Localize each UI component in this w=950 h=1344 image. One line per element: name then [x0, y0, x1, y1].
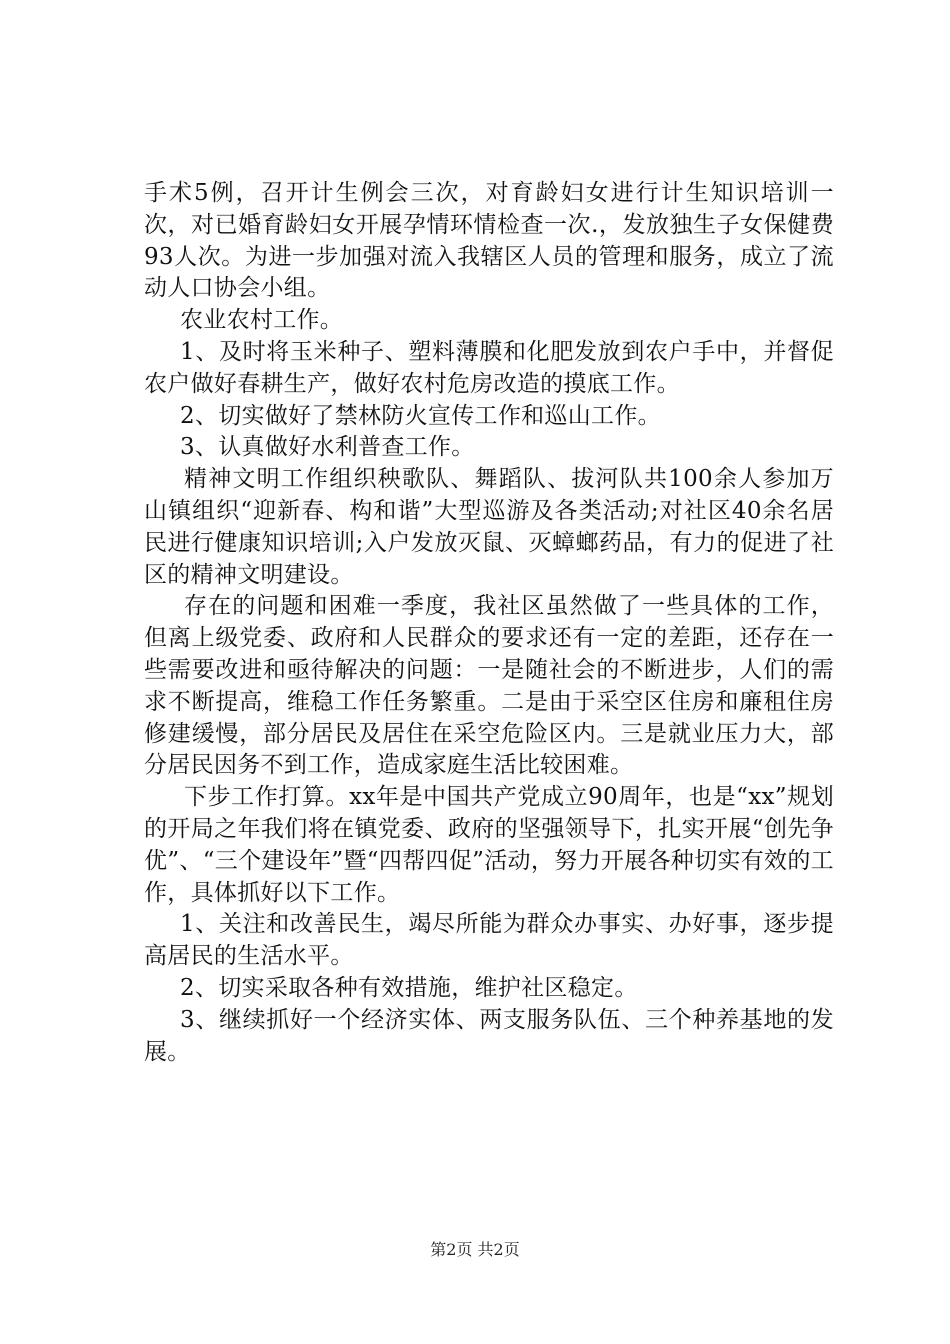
list-item-next-1: 1、关注和改善民生，竭尽所能为群众办事实、办好事，逐步提高居民的生活水平。 — [144, 911, 834, 970]
list-item-agriculture-3: 3、认真做好水利普查工作。 — [180, 434, 475, 461]
list-item-agriculture-2: 2、切实做好了禁林防火宣传工作和巡山工作。 — [180, 402, 661, 429]
paragraph-problems: 存在的问题和困难一季度，我社区虽然做了一些具体的工作，但离上级党委、政府和人民群众的要求还有一定的差距，还存在一些需要改进和亟待解决的问题：一是随社会的不断进步，人们的需求不断提高，维稳工作任务繁重。二是由于采空区住房和廉租住房修建缓慢，部分居民及居住在采空危险区内。三是就业压力大，部分居民因务不到工作，造成家庭生活比较困难。 — [144, 593, 834, 779]
page-number: 第2页 共2页 — [430, 1240, 520, 1259]
document-body — [144, 178, 834, 1068]
heading-agriculture: 农业农村工作。 — [180, 307, 344, 334]
list-item-agriculture-1: 1、及时将玉米种子、塑料薄膜和化肥发放到农户手中，并督促农户做好春耕生产，做好农村危房改造的摸底工作。 — [144, 338, 834, 397]
list-item-next-2: 2、切实采取各种有效措施，维护社区稳定。 — [180, 974, 638, 1001]
paragraph-civilization: 精神文明工作组织秧歌队、舞蹈队、拔河队共100余人参加万山镇组织“迎新春、构和谐”大型巡游及各类活动;对社区40余名居民进行健康知识培训;入户发放灭鼠、灭蟑螂药品，有力的促进了社区的精神文明建设。 — [144, 466, 834, 588]
paragraph-next-steps: 下步工作打算。xx年是中国共产党成立90周年，也是“xx”规划的开局之年我们将在镇党委、政府的坚强领导下，扎实开展“创先争优”、“三个建设年”暨“四帮四促”活动，努力开展各种切实有效的工作，具体抓好以下工作。 — [144, 784, 834, 906]
list-item-next-3: 3、继续抓好一个经济实体、两支服务队伍、三个种养基地的发展。 — [144, 1006, 834, 1065]
paragraph-family-planning: 手术5例，召开计生例会三次，对育龄妇女进行计生知识培训一次，对已婚育龄妇女开展孕情环情检查一次.，发放独生子女保健费93人次。为进一步加强对流入我辖区人员的管理和服务，成立了流动人口协会小组。 — [144, 180, 834, 302]
